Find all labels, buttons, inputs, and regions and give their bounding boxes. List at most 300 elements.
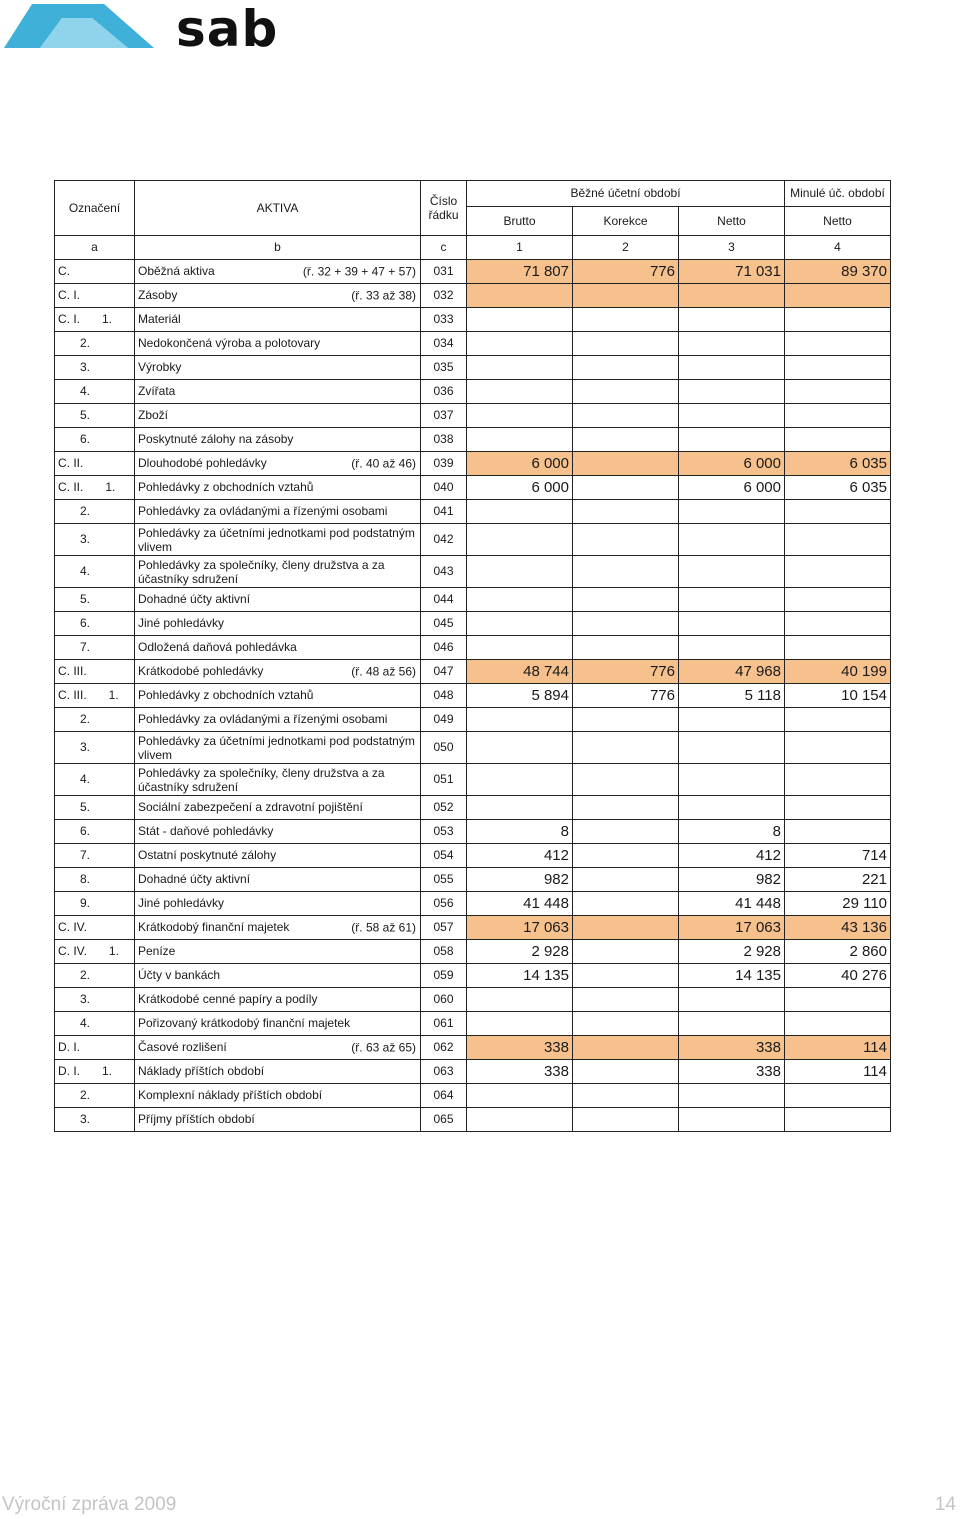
row-subindex: 2. — [79, 968, 90, 982]
row-section: C. III. — [58, 688, 87, 702]
row-code: 040 — [421, 476, 467, 500]
value-korekce — [573, 612, 679, 636]
value-netto — [679, 1084, 785, 1108]
row-code: 036 — [421, 380, 467, 404]
row-oznaceni — [55, 636, 135, 660]
row-oznaceni — [55, 500, 135, 524]
row-name — [135, 556, 421, 588]
row-subindex: 4. — [79, 384, 90, 398]
row-oznaceni — [55, 284, 135, 308]
row-subindex: 3. — [79, 1112, 90, 1126]
value-brutto: 48 744 — [467, 660, 573, 684]
value-netto — [679, 1108, 785, 1132]
row-subindex: 3. — [79, 992, 90, 1006]
row-name — [135, 964, 421, 988]
row-reference: (ř. 40 až 46) — [351, 456, 416, 470]
row-label: Dohadné účty aktivní — [138, 592, 251, 606]
table-row — [55, 404, 891, 428]
row-label: Pohledávky za účetními jednotkami pod podstatným vlivem — [138, 733, 415, 762]
value-brutto — [467, 332, 573, 356]
footer-page-number: 14 — [934, 1494, 956, 1515]
row-label: Časové rozlišení — [138, 1040, 227, 1054]
value-netto-prev: 40 199 — [785, 660, 891, 684]
value-netto-prev — [785, 556, 891, 588]
row-name — [135, 356, 421, 380]
value-netto: 47 968 — [679, 660, 785, 684]
value-netto-prev — [785, 796, 891, 820]
row-subindex: 4. — [79, 772, 90, 786]
value-netto-prev — [785, 764, 891, 796]
table-row — [55, 332, 891, 356]
value-brutto: 8 — [467, 820, 573, 844]
row-name — [135, 988, 421, 1012]
value-brutto — [467, 356, 573, 380]
table-row — [55, 308, 891, 332]
value-brutto: 338 — [467, 1036, 573, 1060]
row-label: Pohledávky za společníky, členy družstva a za účastníky sdružení — [138, 765, 385, 794]
table-row — [55, 732, 891, 764]
row-oznaceni — [55, 1012, 135, 1036]
value-netto-prev: 10 154 — [785, 684, 891, 708]
index-cell: a — [55, 236, 135, 260]
row-name — [135, 940, 421, 964]
row-oznaceni — [55, 988, 135, 1012]
value-netto-prev — [785, 1084, 891, 1108]
header-oznaceni: Označení — [55, 181, 135, 236]
row-subindex: 3. — [79, 740, 90, 754]
row-label: Jiné pohledávky — [138, 896, 225, 910]
row-subindex: 1. — [105, 480, 116, 494]
row-name — [135, 1084, 421, 1108]
value-brutto — [467, 1108, 573, 1132]
row-section: C. IV. — [58, 920, 87, 934]
row-code: 042 — [421, 524, 467, 556]
value-netto: 982 — [679, 868, 785, 892]
row-label: Dohadné účty aktivní — [138, 872, 251, 886]
index-cell: b — [135, 236, 421, 260]
table-row — [55, 764, 891, 796]
value-korekce — [573, 332, 679, 356]
table-row — [55, 260, 891, 284]
value-brutto: 14 135 — [467, 964, 573, 988]
row-code: 056 — [421, 892, 467, 916]
row-code: 043 — [421, 556, 467, 588]
table-row — [55, 892, 891, 916]
table-row — [55, 476, 891, 500]
table-row — [55, 1108, 891, 1132]
row-code: 063 — [421, 1060, 467, 1084]
row-oznaceni — [55, 476, 135, 500]
value-netto-prev: 6 035 — [785, 476, 891, 500]
value-korekce — [573, 476, 679, 500]
row-oznaceni — [55, 1108, 135, 1132]
row-label: Oběžná aktiva — [138, 264, 215, 278]
row-code: 064 — [421, 1084, 467, 1108]
index-cell: 2 — [573, 236, 679, 260]
row-code: 048 — [421, 684, 467, 708]
row-name — [135, 916, 421, 940]
row-section: C. I. — [58, 312, 81, 326]
row-reference: (ř. 32 + 39 + 47 + 57) — [302, 264, 416, 278]
value-brutto — [467, 636, 573, 660]
logo-mark-icon — [4, 4, 164, 52]
value-netto-prev: 114 — [785, 1036, 891, 1060]
row-code: 052 — [421, 796, 467, 820]
index-cell: 1 — [467, 236, 573, 260]
row-code: 055 — [421, 868, 467, 892]
value-korekce — [573, 892, 679, 916]
row-label: Sociální zabezpečení a zdravotní pojištění — [138, 800, 363, 814]
row-code: 059 — [421, 964, 467, 988]
row-subindex: 5. — [79, 408, 90, 422]
row-subindex: 6. — [79, 432, 90, 446]
value-korekce — [573, 588, 679, 612]
value-netto — [679, 308, 785, 332]
value-netto-prev: 6 035 — [785, 452, 891, 476]
row-oznaceni — [55, 452, 135, 476]
table-row — [55, 428, 891, 452]
row-label: Stát - daňové pohledávky — [138, 824, 274, 838]
row-label: Náklady příštích období — [138, 1064, 265, 1078]
value-netto: 6 000 — [679, 476, 785, 500]
value-korekce — [573, 356, 679, 380]
row-oznaceni — [55, 556, 135, 588]
row-name — [135, 732, 421, 764]
row-reference: (ř. 63 až 65) — [351, 1040, 416, 1054]
row-subindex: 5. — [79, 592, 90, 606]
row-name — [135, 380, 421, 404]
value-korekce — [573, 556, 679, 588]
row-subindex: 8. — [79, 872, 90, 886]
value-netto — [679, 332, 785, 356]
row-oznaceni — [55, 524, 135, 556]
table-row — [55, 660, 891, 684]
row-label: Dlouhodobé pohledávky — [138, 456, 267, 470]
row-name — [135, 1012, 421, 1036]
value-netto-prev — [785, 524, 891, 556]
row-label: Pohledávky z obchodních vztahů — [138, 480, 314, 494]
value-netto-prev: 221 — [785, 868, 891, 892]
value-netto — [679, 988, 785, 1012]
row-label: Zvířata — [138, 384, 176, 398]
row-subindex: 2. — [79, 712, 90, 726]
row-name — [135, 636, 421, 660]
row-section: C. I. — [58, 288, 81, 302]
row-subindex: 2. — [79, 504, 90, 518]
value-korekce — [573, 524, 679, 556]
value-korekce — [573, 1012, 679, 1036]
row-section: C. II. — [58, 480, 84, 494]
row-name — [135, 764, 421, 796]
header-row — [55, 181, 891, 207]
value-brutto: 338 — [467, 1060, 573, 1084]
value-netto — [679, 380, 785, 404]
value-netto — [679, 556, 785, 588]
row-label: Pohledávky z obchodních vztahů — [138, 688, 314, 702]
value-brutto: 5 894 — [467, 684, 573, 708]
value-netto-prev — [785, 428, 891, 452]
table-row — [55, 844, 891, 868]
row-label: Odložená daňová pohledávka — [138, 640, 297, 654]
row-label: Peníze — [138, 944, 176, 958]
row-subindex: 2. — [79, 1088, 90, 1102]
row-subindex: 2. — [79, 336, 90, 350]
row-subindex: 9. — [79, 896, 90, 910]
value-brutto — [467, 1012, 573, 1036]
value-netto-prev: 114 — [785, 1060, 891, 1084]
table-row — [55, 380, 891, 404]
row-section: C. II. — [58, 456, 84, 470]
value-brutto — [467, 708, 573, 732]
value-netto: 8 — [679, 820, 785, 844]
value-netto — [679, 500, 785, 524]
row-name — [135, 588, 421, 612]
value-korekce — [573, 308, 679, 332]
row-subindex: 4. — [79, 1016, 90, 1030]
row-code: 034 — [421, 332, 467, 356]
value-korekce — [573, 1084, 679, 1108]
value-netto-prev — [785, 308, 891, 332]
value-netto-prev: 714 — [785, 844, 891, 868]
value-netto: 5 118 — [679, 684, 785, 708]
row-oznaceni — [55, 332, 135, 356]
row-oznaceni — [55, 1060, 135, 1084]
row-label: Účty v bankách — [138, 968, 221, 982]
value-korekce — [573, 868, 679, 892]
table-row — [55, 708, 891, 732]
row-oznaceni — [55, 764, 135, 796]
value-korekce — [573, 708, 679, 732]
row-label: Krátkodobé cenné papíry a podíly — [138, 992, 318, 1006]
value-netto: 14 135 — [679, 964, 785, 988]
table-row — [55, 1012, 891, 1036]
value-korekce: 776 — [573, 260, 679, 284]
value-korekce — [573, 1060, 679, 1084]
value-brutto — [467, 284, 573, 308]
value-korekce — [573, 732, 679, 764]
row-code: 038 — [421, 428, 467, 452]
row-oznaceni — [55, 796, 135, 820]
value-korekce — [573, 796, 679, 820]
row-name — [135, 684, 421, 708]
row-label: Pohledávky za ovládanými a řízenými osobami — [138, 504, 388, 518]
table-row — [55, 964, 891, 988]
row-oznaceni — [55, 844, 135, 868]
value-netto — [679, 588, 785, 612]
value-netto-prev — [785, 404, 891, 428]
row-code: 047 — [421, 660, 467, 684]
value-netto: 338 — [679, 1036, 785, 1060]
value-brutto — [467, 732, 573, 764]
row-oznaceni — [55, 356, 135, 380]
value-korekce — [573, 964, 679, 988]
value-brutto — [467, 1084, 573, 1108]
value-korekce — [573, 820, 679, 844]
row-oznaceni — [55, 612, 135, 636]
value-brutto — [467, 500, 573, 524]
header-korekce: Korekce — [573, 207, 679, 236]
row-oznaceni — [55, 260, 135, 284]
index-cell: c — [421, 236, 467, 260]
row-code: 039 — [421, 452, 467, 476]
row-name — [135, 796, 421, 820]
value-netto-prev — [785, 732, 891, 764]
value-netto-prev — [785, 500, 891, 524]
value-netto-prev — [785, 636, 891, 660]
header-minule-obdobi: Minulé úč. období — [785, 181, 891, 207]
row-oznaceni — [55, 820, 135, 844]
row-name — [135, 500, 421, 524]
table-row — [55, 988, 891, 1012]
value-korekce — [573, 764, 679, 796]
value-korekce — [573, 380, 679, 404]
row-subindex: 4. — [79, 564, 90, 578]
value-netto — [679, 356, 785, 380]
value-netto-prev: 89 370 — [785, 260, 891, 284]
row-reference: (ř. 33 až 38) — [351, 288, 416, 302]
header-brutto: Brutto — [467, 207, 573, 236]
row-label: Krátkodobé pohledávky — [138, 664, 264, 678]
row-name — [135, 1060, 421, 1084]
value-netto — [679, 284, 785, 308]
row-oznaceni — [55, 308, 135, 332]
row-code: 049 — [421, 708, 467, 732]
value-netto: 2 928 — [679, 940, 785, 964]
value-brutto: 6 000 — [467, 476, 573, 500]
row-reference: (ř. 48 až 56) — [351, 664, 416, 678]
row-name — [135, 428, 421, 452]
row-subindex: 6. — [79, 616, 90, 630]
row-name — [135, 332, 421, 356]
value-netto — [679, 708, 785, 732]
value-brutto — [467, 524, 573, 556]
value-netto-prev — [785, 612, 891, 636]
row-oznaceni — [55, 708, 135, 732]
row-label: Jiné pohledávky — [138, 616, 225, 630]
row-oznaceni — [55, 1036, 135, 1060]
value-korekce — [573, 940, 679, 964]
row-label: Pohledávky za společníky, členy družstva a za účastníky sdružení — [138, 557, 385, 586]
table-row — [55, 940, 891, 964]
row-name — [135, 660, 421, 684]
row-subindex: 1. — [108, 688, 119, 702]
row-name — [135, 284, 421, 308]
table-row — [55, 636, 891, 660]
value-korekce: 776 — [573, 684, 679, 708]
value-netto: 6 000 — [679, 452, 785, 476]
row-name — [135, 404, 421, 428]
table-row — [55, 868, 891, 892]
value-brutto: 17 063 — [467, 916, 573, 940]
header-netto: Netto — [679, 207, 785, 236]
value-brutto — [467, 556, 573, 588]
value-brutto: 412 — [467, 844, 573, 868]
value-korekce — [573, 1036, 679, 1060]
value-netto — [679, 428, 785, 452]
row-subindex: 7. — [79, 640, 90, 654]
table-row — [55, 356, 891, 380]
table-row — [55, 796, 891, 820]
table-row — [55, 284, 891, 308]
value-korekce — [573, 500, 679, 524]
value-netto-prev: 43 136 — [785, 916, 891, 940]
value-brutto — [467, 308, 573, 332]
row-code: 062 — [421, 1036, 467, 1060]
value-netto — [679, 1012, 785, 1036]
value-brutto — [467, 796, 573, 820]
row-label: Pořizovaný krátkodobý finanční majetek — [138, 1016, 351, 1030]
row-subindex: 1. — [102, 312, 113, 326]
row-name — [135, 260, 421, 284]
row-code: 058 — [421, 940, 467, 964]
row-oznaceni — [55, 588, 135, 612]
value-korekce — [573, 404, 679, 428]
row-code: 050 — [421, 732, 467, 764]
value-netto-prev — [785, 820, 891, 844]
value-netto-prev: 2 860 — [785, 940, 891, 964]
value-brutto: 71 807 — [467, 260, 573, 284]
row-oznaceni — [55, 868, 135, 892]
row-name — [135, 892, 421, 916]
value-netto — [679, 796, 785, 820]
value-brutto — [467, 428, 573, 452]
row-label: Zboží — [138, 408, 169, 422]
table-row — [55, 500, 891, 524]
row-code: 065 — [421, 1108, 467, 1132]
table-row — [55, 1060, 891, 1084]
value-brutto — [467, 988, 573, 1012]
row-label: Krátkodobý finanční majetek — [138, 920, 290, 934]
value-brutto — [467, 764, 573, 796]
header-aktiva: AKTIVA — [135, 181, 421, 236]
value-korekce — [573, 636, 679, 660]
value-korekce — [573, 988, 679, 1012]
value-netto-prev — [785, 1012, 891, 1036]
value-korekce — [573, 1108, 679, 1132]
value-netto — [679, 732, 785, 764]
row-code: 037 — [421, 404, 467, 428]
value-netto-prev: 40 276 — [785, 964, 891, 988]
header-netto-prev: Netto — [785, 207, 891, 236]
row-oznaceni — [55, 684, 135, 708]
row-code: 060 — [421, 988, 467, 1012]
row-label: Výrobky — [138, 360, 182, 374]
row-code: 051 — [421, 764, 467, 796]
value-netto-prev — [785, 380, 891, 404]
value-brutto — [467, 404, 573, 428]
table-row — [55, 820, 891, 844]
row-name — [135, 612, 421, 636]
value-brutto — [467, 380, 573, 404]
value-netto: 338 — [679, 1060, 785, 1084]
row-subindex: 1. — [102, 1064, 113, 1078]
value-korekce — [573, 916, 679, 940]
value-netto — [679, 612, 785, 636]
value-korekce: 776 — [573, 660, 679, 684]
index-cell: 4 — [785, 236, 891, 260]
table-row — [55, 612, 891, 636]
table-row — [55, 916, 891, 940]
value-netto — [679, 524, 785, 556]
value-netto-prev: 29 110 — [785, 892, 891, 916]
row-code: 057 — [421, 916, 467, 940]
row-name — [135, 1036, 421, 1060]
value-netto-prev — [785, 356, 891, 380]
row-oznaceni — [55, 660, 135, 684]
row-name — [135, 452, 421, 476]
row-name — [135, 844, 421, 868]
row-oznaceni — [55, 1084, 135, 1108]
